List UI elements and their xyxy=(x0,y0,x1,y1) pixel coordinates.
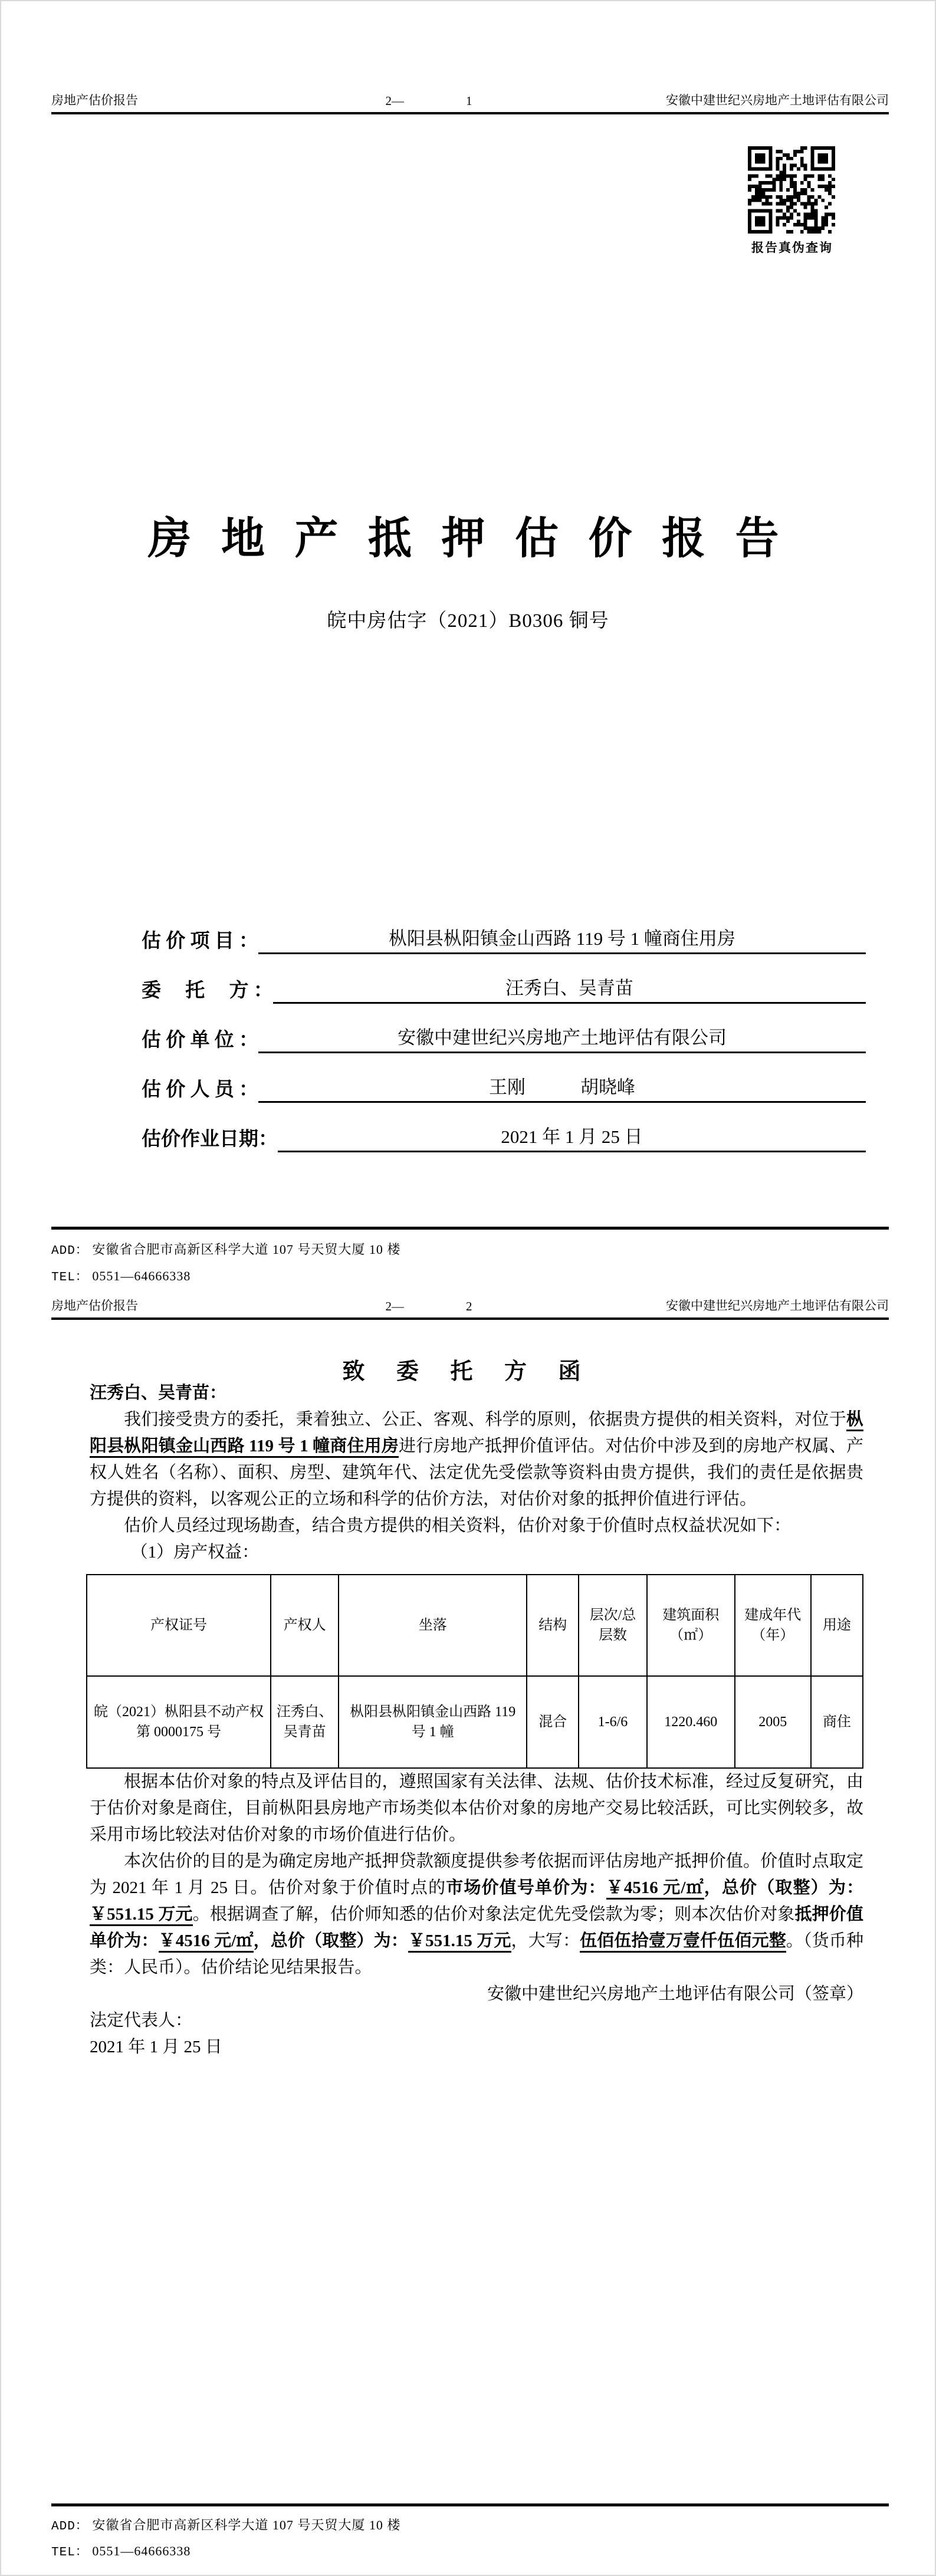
header-page-prefix: 2— xyxy=(385,94,404,108)
salutation: 汪秀白、吴青苗： xyxy=(90,1384,227,1402)
cell-year-built: 2005 xyxy=(735,1676,811,1768)
footer-address-line xyxy=(51,2515,400,2534)
paragraph-item-label: （1）房产权益： xyxy=(130,1543,260,1562)
address-label: ADD： xyxy=(51,2520,88,2534)
field-label: 估 价 项 目 ： xyxy=(142,931,258,952)
header-page-prefix: 2— xyxy=(385,1299,404,1313)
field-value: 王刚 胡晓峰 xyxy=(258,1072,866,1103)
qr-code xyxy=(748,146,835,234)
signature-company: 安徽中建世纪兴房地产土地评估有限公司（签章） xyxy=(487,1984,863,2003)
paragraph-intro: 我们接受贵方的委托，秉着独立、公正、客观、科学的原则，依据贵方提供的相关资料，对位于枞阳县枞阳镇金山西路 119 号 1 幢商住用房进行房地产抵押价值评估。对估价中涉及到的房地产权属、产权人姓名（名称）、面积、房型、建筑年代、法定优先受偿款等资料由贵方提供，我们的责任是依据贵方提供的资料，以客观公正的立场和科学的估价方法，对估价对象的抵押价值进行评估。 xyxy=(90,1410,863,1509)
cell-location: 枞阳县枞阳镇金山西路 119 号 1 幢 xyxy=(339,1676,527,1768)
col-owner: 产权人 xyxy=(271,1575,339,1676)
address-text: 安徽省合肥市高新区科学大道 107 号天贸大厦 10 楼 xyxy=(92,2518,401,2532)
header-rule xyxy=(51,1317,889,1320)
col-floors: 层次/总层数 xyxy=(579,1575,646,1676)
cell-area: 1220.460 xyxy=(647,1676,735,1768)
letter-body xyxy=(90,1380,863,2061)
header-company-name: 安徽中建世纪兴房地产土地评估有限公司 xyxy=(666,93,889,107)
page2-running-header xyxy=(51,1296,889,1314)
field-label: 估 价 人 员 ： xyxy=(142,1079,258,1100)
field-value: 汪秀白、吴青苗 xyxy=(273,973,866,1004)
field-row-agency xyxy=(142,1004,866,1053)
field-label: 估 价 单 位 ： xyxy=(142,1030,258,1051)
field-row-project xyxy=(142,905,866,954)
col-structure: 结构 xyxy=(527,1575,579,1676)
header-rule xyxy=(51,112,889,114)
footer-tel-line xyxy=(51,1267,191,1284)
header-company-name: 安徽中建世纪兴房地产土地评估有限公司 xyxy=(666,1299,889,1313)
col-area: 建筑面积（㎡） xyxy=(647,1575,735,1676)
footer-tel-line xyxy=(51,2542,191,2559)
col-year-built: 建成年代（年） xyxy=(735,1575,811,1676)
field-label: 委 托 方 ： xyxy=(142,980,273,1001)
field-value: 枞阳县枞阳镇金山西路 119 号 1 幢商住用房 xyxy=(258,924,866,954)
header-doc-type: 房地产估价报告 xyxy=(51,93,138,107)
property-rights-table xyxy=(86,1574,863,1769)
address-label: ADD： xyxy=(51,1244,88,1258)
tel-number: 0551—64666338 xyxy=(92,1269,191,1283)
tel-number: 0551—64666338 xyxy=(92,2544,191,2558)
col-cert-no: 产权证号 xyxy=(87,1575,271,1676)
field-value: 2021 年 1 月 25 日 xyxy=(278,1122,866,1152)
tel-label: TEL： xyxy=(51,1271,88,1284)
address-text: 安徽省合肥市高新区科学大道 107 号天贸大厦 10 楼 xyxy=(92,1242,401,1257)
paragraph-method: 根据本估价对象的特点及评估目的，遵照国家有关法律、法规、估价技术标准，经过反复研究，由于估价对象是商住，目前枞阳县房地产市场类似本估价对象的房地产交易比较活跃，可比实例较多，故采用市场比较法对估价对象的市场价值进行估价。 xyxy=(90,1772,863,1844)
paragraph-valuation: 本次估价的目的是为确定房地产抵押贷款额度提供参考依据而评估房地产抵押价值。价值时点取定为 2021 年 1 月 25 日。估价对象于价值时点的市场价值号单价为：￥4516 元/㎡，总价（取整）为：￥551.15 万元。根据调查了解，估价师知悉的估价对象法定优先受偿款为零；则本次估价对象抵押价值单价为：￥4516 元/㎡，总价（取整）为：￥551.15 万元，大写：伍佰伍拾壹万壹仟伍佰元整。（货币种类：人民币）。估价结论见结果报告。 xyxy=(90,1852,863,1977)
col-use: 用途 xyxy=(811,1575,863,1676)
footer-rule xyxy=(51,2503,889,2506)
field-value: 安徽中建世纪兴房地产土地评估有限公司 xyxy=(258,1023,866,1053)
letter-title: 致 委 托 方 函 xyxy=(342,1359,594,1384)
field-row-date xyxy=(142,1103,866,1152)
field-row-client xyxy=(142,954,866,1004)
field-label: 估价作业日期： xyxy=(142,1129,278,1150)
table-header-row xyxy=(87,1575,863,1676)
footer-rule xyxy=(51,1227,889,1230)
paragraph-survey: 估价人员经过现场勘查，结合贵方提供的相关资料，估价对象于价值时点权益状况如下： xyxy=(124,1516,792,1535)
report-title: 房 地 产 抵 押 估 价 报 告 xyxy=(147,515,789,563)
cell-owner: 汪秀白、吴青苗 xyxy=(271,1676,339,1768)
header-page-number: 2 xyxy=(466,1299,472,1313)
header-doc-type: 房地产估价报告 xyxy=(51,1299,138,1313)
qr-caption: 报告真伪查询 xyxy=(751,241,833,255)
cover-fields xyxy=(142,905,866,1152)
cell-floors: 1-6/6 xyxy=(579,1676,646,1768)
cell-cert-no: 皖（2021）枞阳县不动产权第 0000175 号 xyxy=(87,1676,271,1768)
tel-label: TEL： xyxy=(51,2546,88,2559)
cell-structure: 混合 xyxy=(527,1676,579,1768)
header-page-number: 1 xyxy=(466,94,472,108)
report-number: 皖中房估字（2021）B0306 铜号 xyxy=(327,610,609,632)
signature-legal-rep: 法定代表人： xyxy=(90,2011,193,2030)
qr-block xyxy=(748,146,836,256)
page1-running-header xyxy=(51,91,889,109)
cell-use: 商住 xyxy=(811,1676,863,1768)
footer-address-line xyxy=(51,1240,400,1258)
field-row-appraisers xyxy=(142,1053,866,1103)
signature-date: 2021 年 1 月 25 日 xyxy=(90,2038,222,2056)
col-location: 坐落 xyxy=(339,1575,527,1676)
table-row xyxy=(87,1676,863,1768)
